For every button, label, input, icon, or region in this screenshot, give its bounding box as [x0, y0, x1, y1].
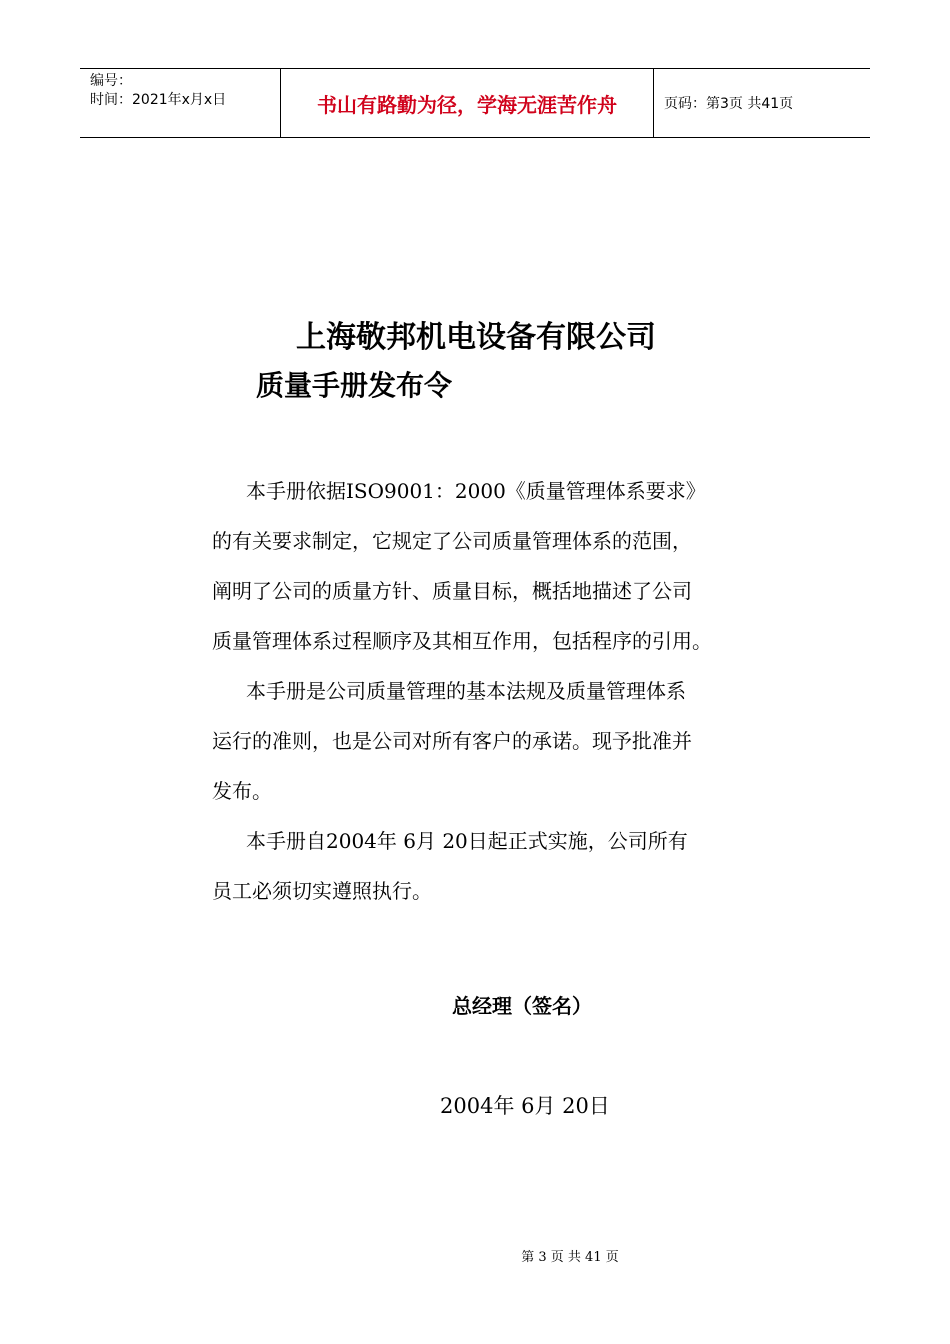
document-title: 质量手册发布令: [256, 369, 453, 402]
footer-page-number: 第 3 页 共 41 页: [521, 1250, 619, 1265]
page-footer: [0, 1246, 950, 1265]
document-body: [212, 466, 772, 916]
body-line: 质量管理体系过程顺序及其相互作用，包括程序的引用。: [212, 629, 712, 653]
header-meta: [80, 69, 281, 137]
signature-date: 2004年 6月 20日: [440, 1094, 610, 1118]
body-line: 运行的准则，也是公司对所有客户的承诺。现予批准并: [212, 729, 692, 753]
signer-label: 总经理（签名）: [452, 994, 592, 1018]
header-page-info: 页码：第3页 共41页: [664, 96, 794, 112]
body-line: 本手册自2004年 6月 20日起正式实施，公司所有: [246, 829, 688, 853]
body-line: 发布。: [212, 779, 272, 803]
body-line: 员工必须切实遵照执行。: [212, 879, 432, 903]
company-name: 上海敬邦机电设备有限公司: [296, 320, 656, 355]
header-motto: 书山有路勤为径，学海无涯苦作舟: [281, 69, 654, 137]
body-line: 本手册依据ISO9001：2000《质量管理体系要求》: [246, 479, 706, 503]
page-header: [80, 68, 870, 138]
body-line: 阐明了公司的质量方针、质量目标，概括地描述了公司: [212, 579, 692, 603]
doc-number-label: 编号：: [90, 73, 132, 89]
doc-time-label: 时间：2021年x月x日: [90, 92, 227, 108]
body-line: 的有关要求制定，它规定了公司质量管理体系的范围，: [212, 529, 692, 553]
body-line: 本手册是公司质量管理的基本法规及质量管理体系: [246, 679, 686, 703]
